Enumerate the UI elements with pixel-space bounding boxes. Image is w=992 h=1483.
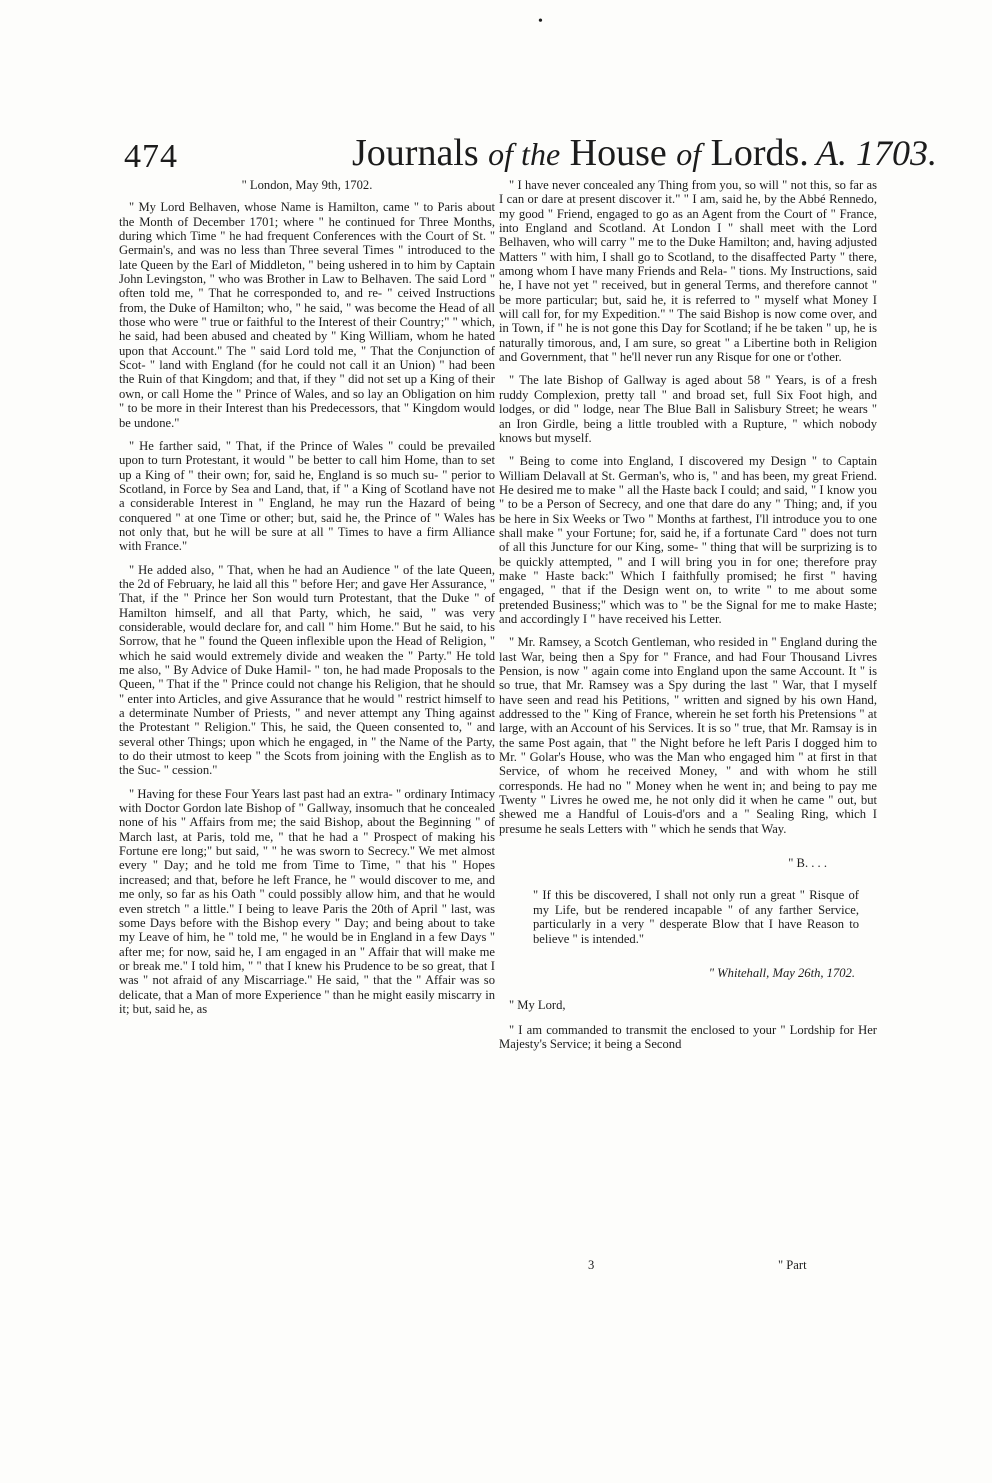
paragraph: " The late Bishop of Gallway is aged about 58 " Years, is of a fresh ruddy Complexion, pretty tall " and broad set, full Six Foot high, and lodges, or did " lodge, near The Blue Ball in Salisbury Street; he wears " an Iron Girdle, being a little troubled with a Rupture, " which nobody knows but myself. xyxy=(499,373,877,445)
postscript: " If this be discovered, I shall not only run a great " Risque of my Life, but be rendered incapable " of any farther Service, particularly in a very " desperate Blow that I have Reason to believe " is intended." xyxy=(533,888,859,946)
letter-signature: " B. . . . xyxy=(788,856,827,871)
paragraph: " Mr. Ramsey, a Scotch Gentleman, who resided in " England during the last War, being then a Spy for " France, and had Four Thousand Livres Pension, is now " again come into England upon the same Account. It " is so true, that Mr. Ramsey was a Spy during the last " War, that I myself have seen and read his Petitions, " written and signed by his own Hand, addressed to the " King of France, wherein he set forth his Pretensions " at large, with an Account of his Services. It is so " true, that Mr. Ramsay is in the same Post again, that " the Night before he left Paris I dogged him to Mr. " Golar's House, who was the Man who engaged him " at first in that Service, of whom he received Money, " and with whom he still corresponds. He had no " Money when he went in; and being to pay me Twenty " Livres he owed me, he not only did it when he came " out, but shewed me a Handful of Louis-d'ors and a " Sealing Ring, which I presume he seals Letters with " which he sends that Way. xyxy=(499,635,877,836)
paragraph: " Being to come into England, I discovered my Design " to Captain William Delavall at St. German's, who is, " and has been, my great Friend. He desired me to make " all the Haste back I could; and said, " I know you " to be a Person of Secrecy, and one that dare do any " Thing; and, if you be here in Six Weeks or Two " Months at farthest, I'll introduce you to one shall make " your Fortune; for, said he, if a fortunate Card " does not turn of all this Juncture for our King, some- " thing that will be surprizing is to be quickly attempted, " and I will bring you in for one; therefore pray make " Haste back:" Which I faithfully promised; he first " having engaged, " that if the Design went on, to write " to me about some pretended Business;" which was to " be the Signal for me to make Haste; and accordingly I " have received his Letter. xyxy=(499,454,877,626)
title-lords: Lords. xyxy=(710,132,809,174)
title-journals: Journals xyxy=(352,132,479,174)
signature-mark: 3 xyxy=(588,1258,595,1272)
paragraph: " Having for these Four Years last past had an extra- " ordinary Intimacy with Doctor Gordon late Bishop of " Gallway, insomuch that he concealed none of his " Affairs from me; the said Bishop, about the Beginning " of March last, at Paris, told me, " that he had a " Prospect of making his Fortune ere long;" but said, " " he was sworn to Secrecy." We met almost every " Day; and he told me from Time to Time, " that his " Hopes increased; and that, before he left France, he " would discover to me, and me only, so far as his Oath " could possibly allow him, and that he would even stretch " a little." I being to leave Paris the 20th of April " last, was some Days before with the Bishop every " Day; and being about to take my Leave of him, he " told me, " he would be in England in a few Days " after me; for now, said he, I am engaged in an " Affair that will make me or break me." I told him, " " that I knew his Prudence to be so great, that I was " not afraid of any Miscarriage." He said, " that the " Affair was so delicate, that a Man of more Experience " than he might easily miscarry in it; but, said he, as xyxy=(119,786,495,1016)
running-title xyxy=(352,131,809,175)
page-number: 474 xyxy=(124,138,178,175)
paragraph: " I am commanded to transmit the enclosed to your " Lordship for Her Majesty's Service; it being a Second xyxy=(499,1022,877,1051)
paragraph: " He added also, " That, when he had an Audience " of the late Queen, the 2d of February, he laid all this " before Her; and gave Her Assurance, " That, if the " Prince her Son would turn Protestant, that the Duke " of Hamilton himself, and all that Party, which, he said, " was very considerable, would declare for, and call " him Home." But he said, to his Sorrow, that he " found the Queen inflexible upon the Head of Religion, " which he said would extremely divide and weaken the " Party." He told me also, " By Advice of Duke Hamil- " ton, he had made Proposals to the Queen, " That if the " Prince could not change his Religion, that he should " enter into Articles, and give Assurance that he would " restrict himself to a determinate Number of Priests, " and never attempt any Thing against the Protestant " Religion." This, he said, the Queen consented to, " and several other Things; upon which he engaged, in " the Name of the Party, to do their utmost to keep " the Scots from joining with the English as to the Suc- " cession." xyxy=(119,562,495,778)
right-column xyxy=(499,178,877,1060)
top-mark: • xyxy=(538,14,543,29)
paragraph: " I have never concealed any Thing from you, so will " not this, so far as I can or dare at present discover it." " I am, said he, by the Abbé Rennedo, my good " Friend, engaged to go as an Agent from the Court of " France, into England and Scotland. At London I " shall meet with the Lord Belhaven, who will carry " me to the Duke Hamilton; and, having adjusted Matters " with him, I shall go to Scotland, to the disaffected Party " there, among whom I have many Friends and Rela- " tions. My Instructions, said he, I have not yet " received, but in general Terms, and therefore cannot " be more particular; but, said he, it is referred to " myself what Money I will call for, for my Expedition." " The said Bishop is now come over, and in Town, if " he is not gone this Day for Scotland; if he be taken " up, he is naturally timorous, and, I am sure, so great " a Libertine both in Religion and Government, that " he'll never run any Risque for one or t'other. xyxy=(499,178,877,365)
catchword: " Part xyxy=(778,1258,807,1272)
letter-dateline-london: " London, May 9th, 1702. xyxy=(241,178,373,192)
paragraph: " He farther said, " That, if the Prince of Wales " could be prevailed upon to turn Protestant, it would " be better to call him Home, than to set up a King of " their own; for, said he, England is so much su- " perior to Scotland, in Force by Sea and Land, that, if " a King of Scotland have not a considerable Interest in " England, he may run the Hazard of being conquered " at one Time or other; but, said he, the Prince of " Wales has not only that, but he will be sure at all " Times to have a firm Alliance with France." xyxy=(119,438,495,554)
year-heading: A. 1703. xyxy=(816,133,937,173)
left-column xyxy=(119,178,495,1025)
salutation: " My Lord, xyxy=(509,998,566,1013)
title-house: House xyxy=(569,132,667,174)
letter-dateline-whitehall: " Whitehall, May 26th, 1702. xyxy=(708,965,855,980)
title-of: of xyxy=(676,136,702,172)
title-of-the: of the xyxy=(488,136,561,172)
paragraph: " My Lord Belhaven, whose Name is Hamilton, came " to Paris about the Month of December 1701; where " he continued for Three Months, during which Time " he had frequent Conferences with the Court of St. " Germain's, and was no less than Three several Times " introduced to the late Queen by the Earl of Middleton, " being ushered in to him by Captain John Levingston, " who was Brother in Law to Belhaven. The said Lord " often told me, " That he corresponded to, and re- " ceived Instructions from, the Duke of Hamilton; who, " he said, " was become the Head of all those who were " true or faithful to the Interest of their Country;" " which, he said, had been abused and cheated by " King William, whom he hated upon that Account." The " said Lord told me, " That the Conjunction of Scot- " land with England (for he could not call it an Union) " had been the Ruin of that Kingdom; and that, if they " did not set up a King of their own, or call Home the " Prince of Wales, and so lay an Obligation on him " to be more in their Interest than his Predecessors, that " Kingdom would be undone." xyxy=(119,200,495,430)
